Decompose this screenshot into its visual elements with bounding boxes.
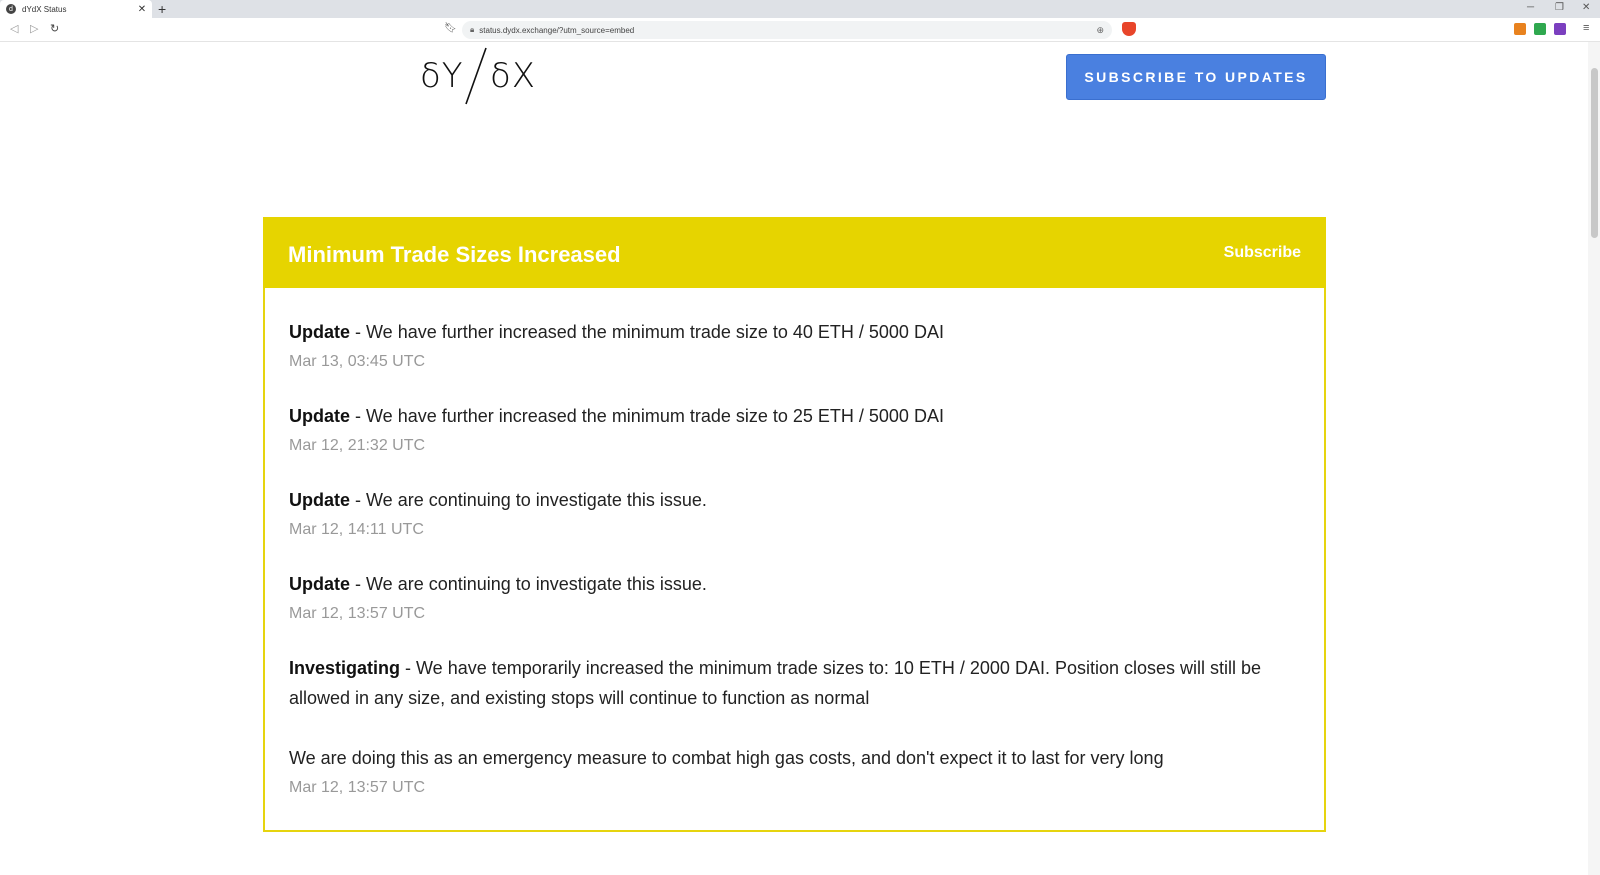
new-tab-icon[interactable]: + <box>158 1 167 17</box>
update-timestamp: Mar 12, 14:11 UTC <box>289 521 424 538</box>
logo-text-right: δX <box>490 56 537 96</box>
metamask-extension-icon[interactable] <box>1514 23 1526 35</box>
update-timestamp: Mar 12, 13:57 UTC <box>289 779 426 796</box>
extension-icon[interactable] <box>1534 23 1546 35</box>
browser-tab[interactable] <box>0 0 152 18</box>
tab-title: dYdX Status <box>22 4 67 14</box>
update-label: Update <box>289 406 351 426</box>
incident-update <box>289 317 1299 377</box>
update-text: - We are continuing to investigate this issue. <box>350 574 707 594</box>
close-tab-icon[interactable]: ✕ <box>137 3 147 15</box>
logo-slash-icon <box>462 46 490 106</box>
minimize-icon[interactable]: ─ <box>1527 2 1535 13</box>
incident-update <box>289 485 1299 545</box>
page-scrollbar[interactable] <box>1588 42 1600 875</box>
update-timestamp: Mar 13, 03:45 UTC <box>289 353 426 370</box>
lock-icon: 🔒︎ <box>470 25 475 34</box>
incident-card <box>263 217 1326 832</box>
brave-shield-icon[interactable] <box>1122 22 1136 36</box>
bookmark-icon[interactable]: 🔖︎ <box>444 23 457 34</box>
update-label: Investigating <box>289 658 401 678</box>
incident-title: Minimum Trade Sizes Increased <box>288 242 621 267</box>
address-bar[interactable] <box>462 21 1112 39</box>
logo-text-left: δY <box>420 56 464 96</box>
update-label: Update <box>289 322 351 342</box>
extension-icon[interactable] <box>1554 23 1566 35</box>
restore-icon[interactable]: ❐ <box>1555 2 1564 13</box>
incident-updates-list <box>289 317 1299 803</box>
update-extra-text: We are doing this as an emergency measure to combat high gas costs, and don't expect it to last for very long <box>289 748 1164 768</box>
zoom-icon[interactable]: ⊕ <box>1096 24 1104 35</box>
subscribe-to-updates-button[interactable]: SUBSCRIBE TO UPDATES <box>1066 54 1326 100</box>
dydx-favicon-icon: d <box>6 4 16 14</box>
update-text: - We have temporarily increased the minimum trade sizes to: 10 ETH / 2000 DAI. Position closes will still be allowed in any size, and existing stops will continue to function as normal <box>289 658 1262 708</box>
url-text: status.dydx.exchange/?utm_source=embed <box>479 25 635 35</box>
dydx-logo[interactable] <box>420 46 540 106</box>
update-label: Update <box>289 490 351 510</box>
browser-tab-bar <box>0 0 1600 18</box>
scrollbar-thumb[interactable] <box>1591 68 1598 238</box>
reload-icon[interactable]: ↻ <box>50 23 60 35</box>
browser-toolbar <box>0 18 1600 42</box>
back-icon[interactable]: ◁ <box>10 23 19 35</box>
forward-icon[interactable]: ▷ <box>30 23 39 35</box>
close-window-icon[interactable]: ✕ <box>1582 2 1591 13</box>
incident-update <box>289 401 1299 461</box>
update-timestamp: Mar 12, 21:32 UTC <box>289 437 426 454</box>
update-text: - We have further increased the minimum trade size to 40 ETH / 5000 DAI <box>350 322 944 342</box>
incident-update <box>289 569 1299 629</box>
update-text: - We have further increased the minimum trade size to 25 ETH / 5000 DAI <box>350 406 944 426</box>
update-label: Update <box>289 574 351 594</box>
browser-menu-icon[interactable]: ≡ <box>1583 22 1590 34</box>
update-text: - We are continuing to investigate this issue. <box>350 490 707 510</box>
incident-subscribe-link[interactable]: Subscribe <box>1223 244 1301 261</box>
incident-update <box>289 653 1299 803</box>
update-timestamp: Mar 12, 13:57 UTC <box>289 605 426 622</box>
incident-header <box>263 217 1326 288</box>
